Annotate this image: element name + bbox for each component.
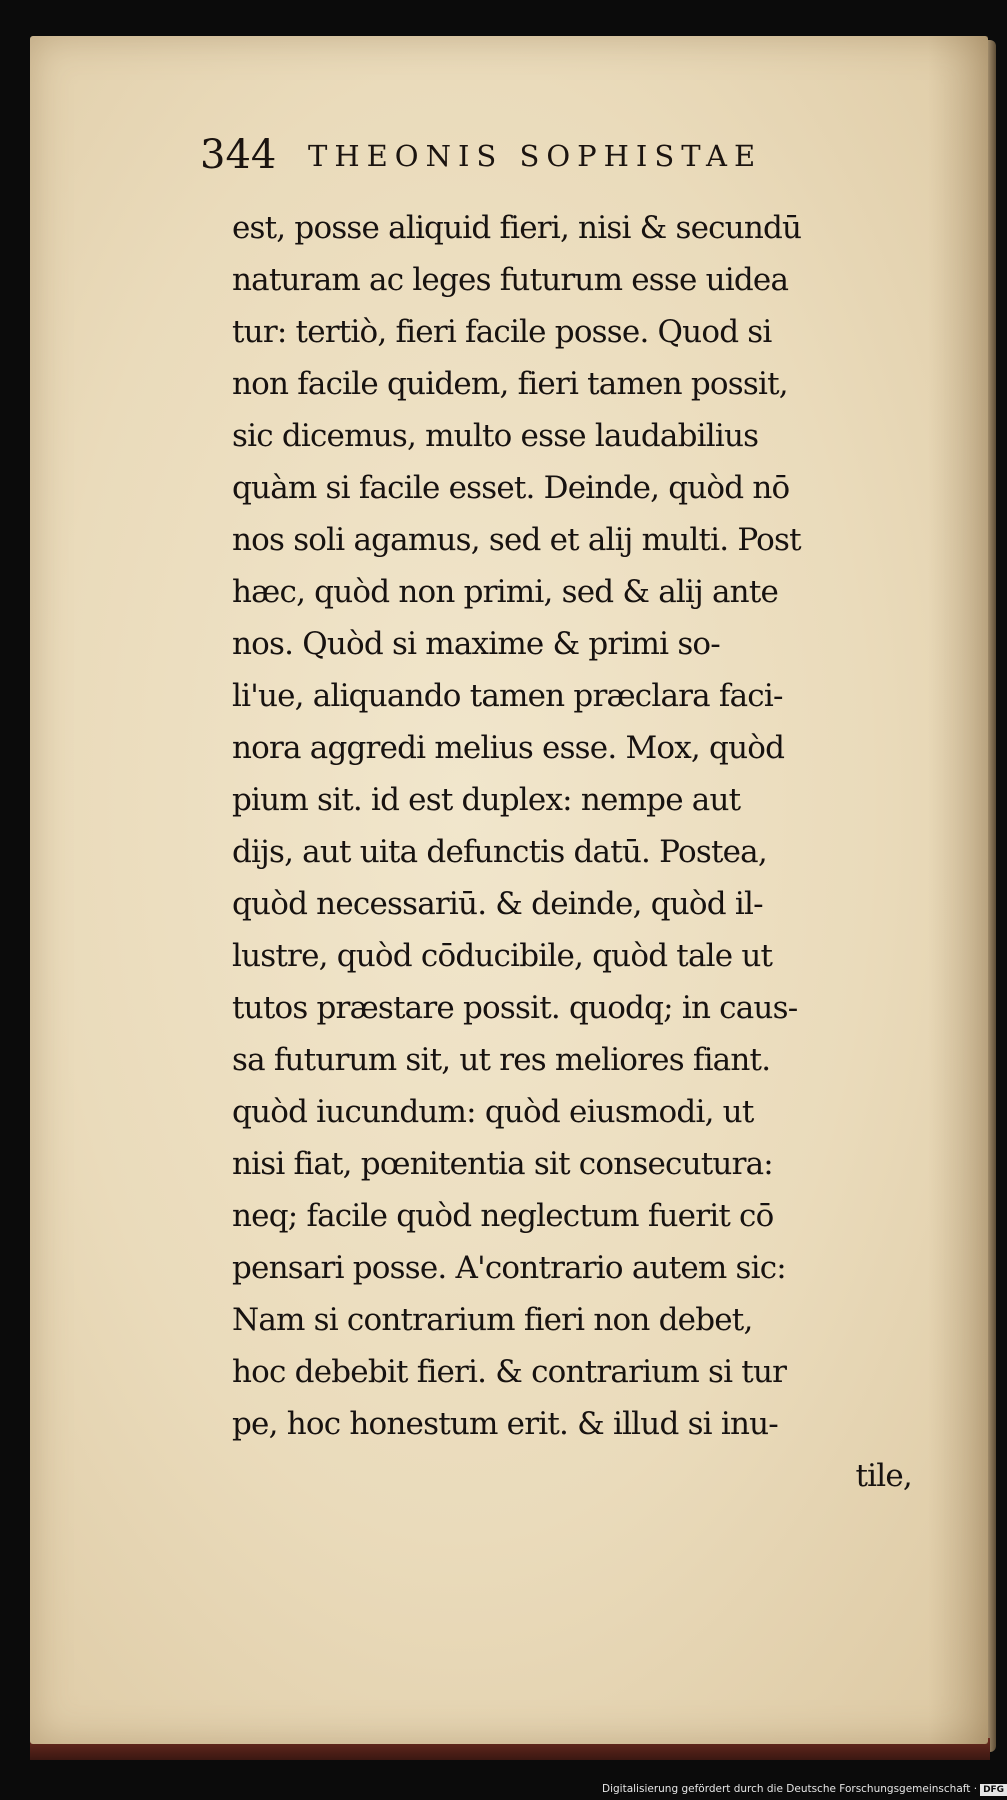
text-block <box>232 202 922 1502</box>
text-line: tutos præstare possit. quodq; in caus- <box>232 990 798 1026</box>
catchword: tile, <box>855 1458 912 1494</box>
text-line: lustre, quòd cōducibile, quòd tale ut <box>232 938 773 974</box>
text-line: quòd necessariū. & deinde, quòd il- <box>232 886 763 922</box>
text-line: naturam ac leges futurum esse uidea <box>232 262 789 298</box>
text-line: pe, hoc honestum erit. & illud si inu- <box>232 1406 778 1442</box>
page-header <box>200 130 900 180</box>
text-line: tur: tertiò, fieri facile posse. Quod si <box>232 314 772 350</box>
text-line: quòd iucundum: quòd eiusmodi, ut <box>232 1094 754 1130</box>
text-line: hæc, quòd non primi, sed & alij ante <box>232 574 779 610</box>
text-line: nos soli agamus, sed et alij multi. Post <box>232 522 801 558</box>
text-line: Nam si contrarium fieri non debet, <box>232 1302 753 1338</box>
text-line: li'ue, aliquando tamen præclara faci- <box>232 678 783 714</box>
text-line: quàm si facile esset. Deinde, quòd nō <box>232 470 790 506</box>
running-head: THEONIS SOPHISTAE <box>308 139 763 173</box>
digitization-credit <box>602 1781 1005 1797</box>
credit-text: Digitalisierung gefördert durch die Deutsche Forschungsgemeinschaft · <box>602 1783 978 1795</box>
text-line: sic dicemus, multo esse laudabilius <box>232 418 759 454</box>
text-line: pensari posse. A'contrario autem sic: <box>232 1250 786 1286</box>
text-line: non facile quidem, fieri tamen possit, <box>232 366 788 402</box>
text-line: neq; facile quòd neglectum fuerit cō <box>232 1198 774 1234</box>
text-line: hoc debebit fieri. & contrarium si tur <box>232 1354 787 1390</box>
text-line: nos. Quòd si maxime & primi so- <box>232 626 720 662</box>
text-line: nisi fiat, pœnitentia sit consecutura: <box>232 1146 773 1182</box>
dfg-logo: DFG <box>980 1784 1007 1796</box>
text-line: est, posse aliquid fieri, nisi & secundū <box>232 210 802 246</box>
text-line: sa futurum sit, ut res meliores fiant. <box>232 1042 771 1078</box>
text-line: pium sit. id est duplex: nempe aut <box>232 782 741 818</box>
text-line: nora aggredi melius esse. Mox, quòd <box>232 730 785 766</box>
page-number: 344 <box>200 132 277 178</box>
text-line: dijs, aut uita defunctis datū. Postea, <box>232 834 767 870</box>
